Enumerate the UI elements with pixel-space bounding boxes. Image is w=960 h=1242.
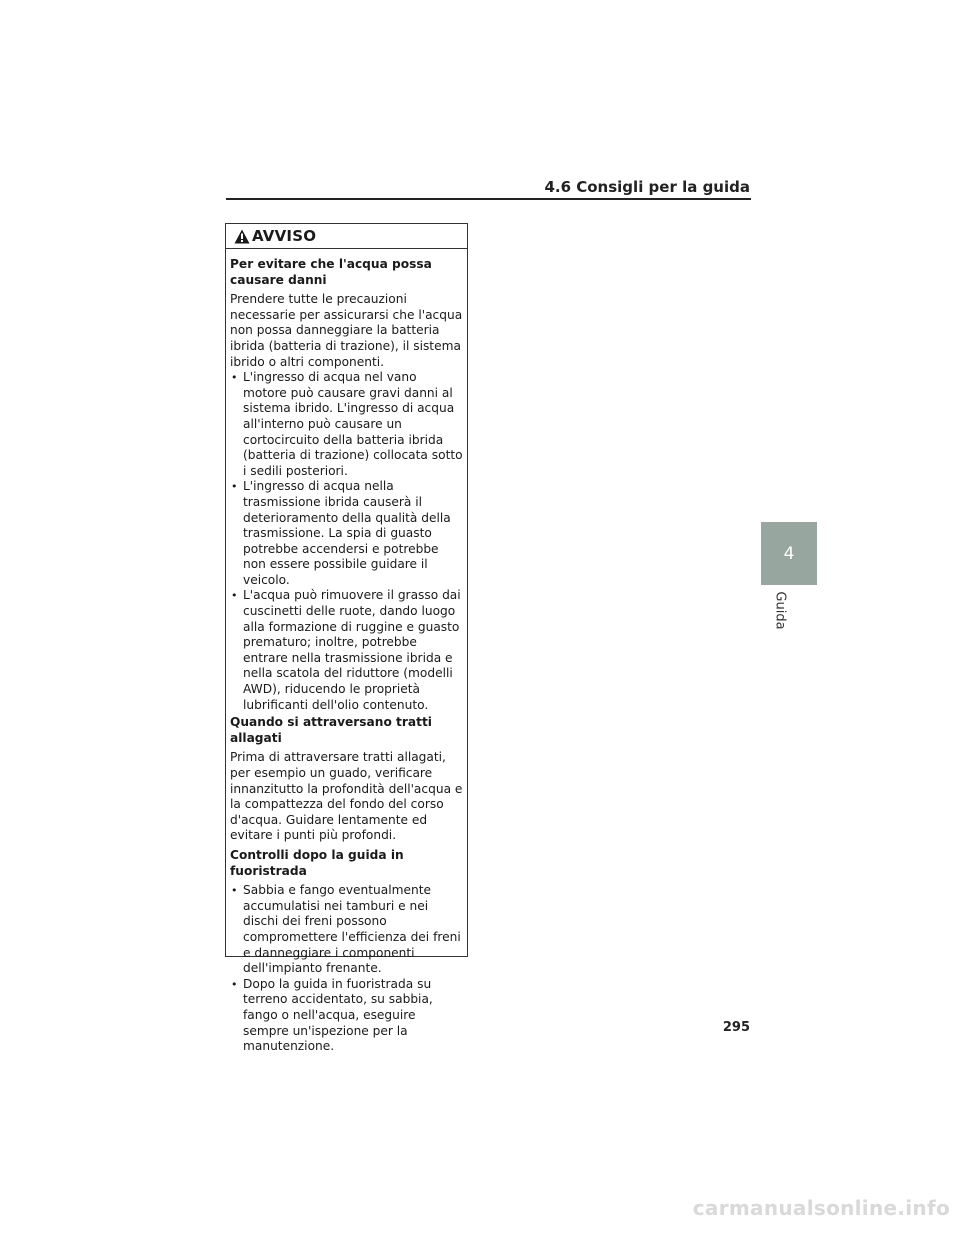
list-item: • L'ingresso di acqua nel vano motore può causare gravi danni al sistema ibrido. L'ingresso di acqua all'interno può causare un cortocircuito della batteria ibrida (batteria di trazione) collocata sotto i sedili posteriori. [230, 370, 463, 479]
chapter-tab [761, 522, 817, 585]
watermark: carmanualsonline.info [692, 1196, 950, 1220]
list-item: • Dopo la guida in fuoristrada su terreno accidentato, su sabbia, fango o nell'acqua, eseguire sempre un'ispezione per la manutenzione. [230, 977, 463, 1055]
section-header-title: 4.6 Consigli per la guida [544, 178, 750, 196]
list-item: • Sabbia e fango eventualmente accumulatisi nei tamburi e nei dischi dei freni possono compromettere l'efficienza dei freni e danneggiare i componenti dell'impianto frenante. [230, 883, 463, 977]
section-intro-water-damage: Prendere tutte le precauzioni necessarie per assicurarsi che l'acqua non possa danneggiare la batteria ibrida (batteria di trazione), il sistema ibrido o altri componenti. [230, 292, 463, 369]
warning-header [226, 224, 467, 249]
chapter-label [770, 590, 790, 630]
warning-body [226, 249, 467, 1055]
warning-title: AVVISO [252, 227, 317, 245]
chapter-number: 4 [783, 543, 795, 564]
section-heading-offroad-checks: Controlli dopo la guida in fuoristrada [230, 847, 404, 878]
bullet-list-offroad-checks [230, 883, 463, 1055]
list-item: • L'ingresso di acqua nella trasmissione ibrida causerà il deterioramento della qualità della trasmissione. La spia di guasto potrebbe accendersi e potrebbe non essere possibile guidare il veicolo. [230, 479, 463, 588]
section-heading-flooded-roads: Quando si attraversano tratti allagati [230, 715, 432, 745]
page-number: 295 [722, 1020, 750, 1035]
bullet-list-water-damage [230, 370, 463, 713]
chapter-label-text: Guida [772, 590, 788, 630]
warning-box [225, 223, 468, 1054]
header-rule [226, 198, 751, 200]
list-item: • L'acqua può rimuovere il grasso dai cuscinetti delle ruote, dando luogo alla formazione di ruggine e guasto prematuro; inoltre, potrebbe entrare nella trasmissione ibrida e nella scatola del riduttore (modelli AWD), riducendo le proprietà lubrificanti dell'olio contenuto. [230, 588, 463, 713]
section-heading-water-damage: Per evitare che l'acqua possa causare danni [230, 257, 432, 287]
warning-triangle-icon [234, 229, 250, 244]
section-intro-flooded-roads: Prima di attraversare tratti allagati, per esempio un guado, verificare innanzitutto la profondità dell'acqua e la compattezza del fondo del corso d'acqua. Guidare lentamente ed evitare i punti più profondi. [230, 750, 463, 843]
